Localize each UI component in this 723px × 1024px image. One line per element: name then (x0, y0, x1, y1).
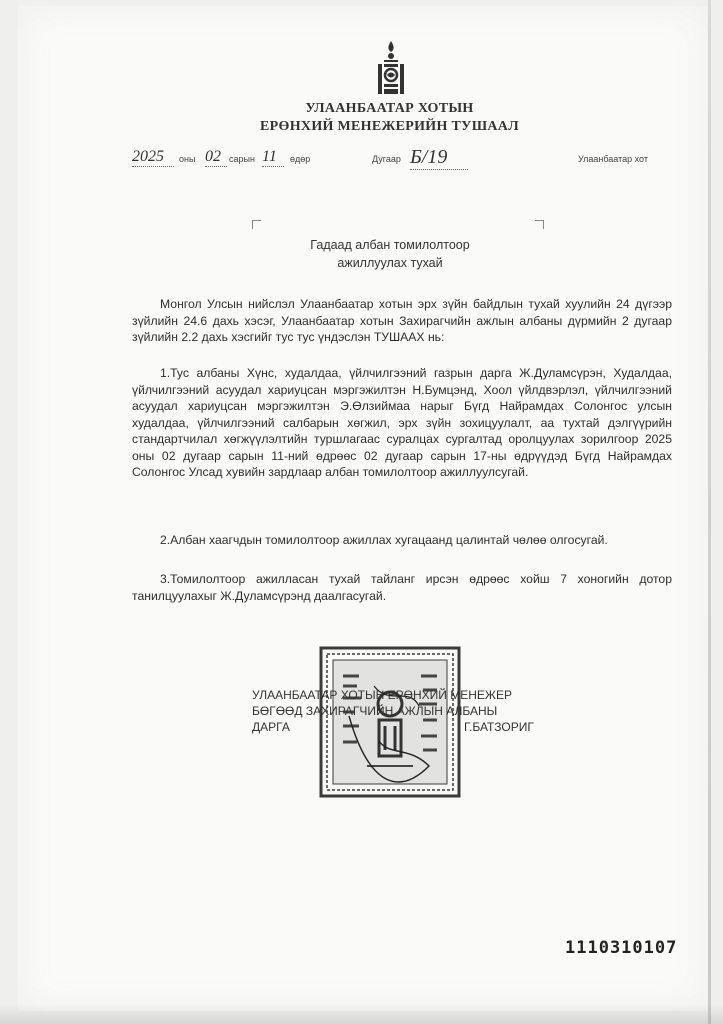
date-year-label: оны (179, 154, 196, 164)
order-number: Б/19 (410, 146, 468, 170)
soyombo-emblem-icon (374, 40, 408, 98)
date-day-label: өдөр (290, 154, 311, 164)
title-bracket-right (535, 220, 544, 229)
signature-title-line-3: ДАРГА (252, 720, 290, 734)
date-month-label: сарын (229, 154, 255, 164)
document-subject (300, 236, 480, 272)
date-year: 2025 (132, 148, 174, 167)
serial-number: 1110310107 (565, 938, 678, 958)
subject-line-2: ажиллуулах тухай (337, 256, 443, 270)
title-bracket-left (252, 220, 261, 229)
order-item-1: 1.Тус албаны Хүнс, худалдаа, үйлчилгээний газрын дарга Ж.Дуламсүрэн, Худалдаа, үйлчилгээний асуудал хариуцсан мэргэжилтэн Н.Бумцэнд, Хоол үйлдвэрлэл, үйлчилгээний асуудал хариуцсан мэргэжилтэн Э.Өлзиймаа нарыг Бүгд Найрамдах Солонгос улсын худалдаа, үйлчилгээний салбарын хөгжил, эрх зүйн зохицуулалт, аа тухтай дэлгүүрийн стандартчилал хөгжүүлэлтийн туршлагаас суралцах сургалтад оролцуулах зорилгоор 2025 оны 02 дугаар сарын 11-ний өдрөөс 02 дугаар сарын 17-ны өдрүүдэд Бүгд Найрамдах Солонгос Улсад хувийн зардлаар албан томилолтоор ажиллуулсугай. (132, 366, 672, 479)
signatory-name: Г.БАТЗОРИГ (464, 720, 534, 734)
signature-title-line-2: БӨГӨӨД ЗАХИРАГЧИЙН АЖЛЫН АЛБАНЫ (252, 704, 498, 718)
order-item-2: 2.Албан хаагчдын томилолтоор ажиллах хугацаанд цалинтай чөлөө олгосугай. (160, 533, 608, 547)
preamble-paragraph: Монгол Улсын нийслэл Улаанбаатар хотын эрх зүйн байдлын тухай хуулийн 24 дүгээр зүйлийн 24.6 дахь хэсэг, Улаанбаатар хотын Захирагчийн ажлын албаны дүрмийн 2 дугаар зүйлийн 2.2 дахь хэсгийг тус тус үндэслэн ТУШААХ нь: (132, 297, 672, 344)
document-type-title: ЕРӨНХИЙ МЕНЕЖЕРИЙН ТУШААЛ (260, 119, 519, 134)
order-item-3: 3.Томилолтоор ажилласан тухай тайланг ирсэн өдрөөс хойш 7 хоногийн дотор танилцуулахыг Ж.Дуламсүрэнд даалгасугай. (132, 572, 672, 603)
date-day: 11 (262, 148, 284, 167)
subject-line-1: Гадаад албан томилолтоор (310, 238, 470, 252)
signature-title-line-1: УЛААНБААТАР ХОТЫН ЕРӨНХИЙ МЕНЕЖЕР (252, 688, 512, 702)
bottom-shadow (0, 1004, 723, 1024)
date-month: 02 (205, 148, 227, 167)
date-line (0, 148, 723, 178)
number-label: Дугаар (372, 154, 401, 164)
issuer-title: УЛААНБААТАР ХОТЫН (305, 101, 474, 116)
city-label: Улаанбаатар хот (578, 154, 648, 164)
signature-block (252, 687, 552, 735)
